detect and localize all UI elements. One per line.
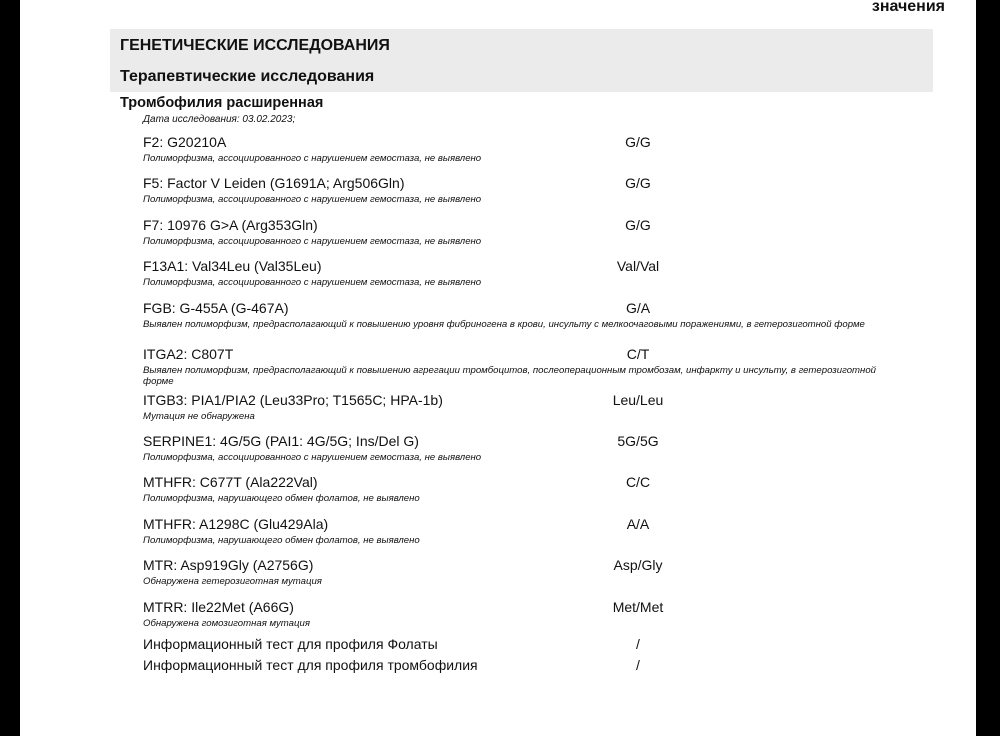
test-comment: Выявлен полиморфизм, предрасполагающий к повышению агрегации тромбоцитов, послеоперационным тромбозам, инфаркту и инсульту, в гетерозиготной форме [143,364,877,387]
test-comment: Полиморфизма, нарушающего обмен фолатов, не выявлено [143,534,420,546]
test-name: SERPINE1: 4G/5G (PAI1: 4G/5G; Ins/Del G) [143,432,419,449]
info-test-result: / [636,657,640,673]
test-row [143,514,903,555]
test-comment: Выявлен полиморфизм, предрасполагающий к повышению уровня фибриногена в крови, инсульту с мелкоочаговыми поражениями, в гетерозиготной форме [143,318,865,330]
test-row [143,256,903,297]
test-comment: Полиморфизма, ассоциированного с нарушением гемостаза, не выявлено [143,277,482,289]
test-name: ITGB3: PIA1/PIA2 (Leu33Pro; T1565C; HPA-1b) [143,391,443,408]
test-result: G/G [625,216,651,233]
info-test-result: / [636,636,640,652]
test-row [143,215,903,256]
test-name: FGB: G-455A (G-467A) [143,299,289,316]
test-result: Val/Val [616,258,660,275]
panel-title: Тромбофилия расширенная [120,95,324,111]
test-name: MTR: Asp919Gly (A2756G) [143,557,314,574]
report-page [20,0,976,736]
test-row [143,472,903,513]
test-comment: Полиморфизма, ассоциированного с нарушением гемостаза, не выявлено [143,451,482,463]
subsection-heading: Терапевтические исследования [110,62,933,92]
test-results-list [143,132,903,638]
test-row [143,431,903,472]
test-row [143,173,903,214]
values-column-header: значения [871,0,945,15]
test-comment: Мутация не обнаружена [143,410,255,422]
test-name: F7: 10976 G>A (Arg353Gln) [143,216,318,233]
section-heading: ГЕНЕТИЧЕСКИЕ ИССЛЕДОВАНИЯ [110,29,933,62]
test-row [143,298,903,344]
test-result: C/T [626,345,650,362]
test-comment: Полиморфизма, ассоциированного с нарушением гемостаза, не выявлено [143,194,482,206]
study-date: Дата исследования: 03.02.2023; [143,114,296,125]
info-test-row [143,634,903,655]
test-name: MTRR: Ile22Met (A66G) [143,598,294,615]
test-result: C/C [625,474,651,491]
test-row [143,344,903,390]
info-test-name: Информационный тест для профиля Фолаты [143,636,438,652]
test-result: Leu/Leu [612,391,664,408]
info-tests-list [143,634,903,676]
test-comment: Обнаружена гетерозиготная мутация [143,576,322,588]
test-result: Asp/Gly [613,557,663,574]
test-result: G/G [625,134,651,150]
test-comment: Обнаружена гомозиготная мутация [143,617,310,629]
test-result: 5G/5G [617,432,659,449]
test-comment: Полиморфизма, ассоциированного с нарушением гемостаза, не выявлено [143,153,482,164]
test-name: ITGA2: C807T [143,345,234,362]
info-test-name: Информационный тест для профиля тромбофилия [143,657,478,673]
test-row [143,390,903,431]
test-result: G/G [625,175,651,192]
test-result: Met/Met [612,598,664,615]
test-row [143,132,903,173]
test-row [143,597,903,638]
test-name: MTHFR: C677T (Ala222Val) [143,474,318,491]
test-comment: Полиморфизма, ассоциированного с нарушением гемостаза, не выявлено [143,235,482,247]
test-row [143,555,903,596]
info-test-row [143,655,903,676]
test-result: A/A [626,515,650,532]
test-name: MTHFR: A1298C (Glu429Ala) [143,515,329,532]
test-name: F2: G20210A [143,134,227,150]
test-name: F13A1: Val34Leu (Val35Leu) [143,258,322,275]
test-result: G/A [625,299,651,316]
test-name: F5: Factor V Leiden (G1691A; Arg506Gln) [143,175,405,192]
test-comment: Полиморфизма, нарушающего обмен фолатов, не выявлено [143,493,420,505]
